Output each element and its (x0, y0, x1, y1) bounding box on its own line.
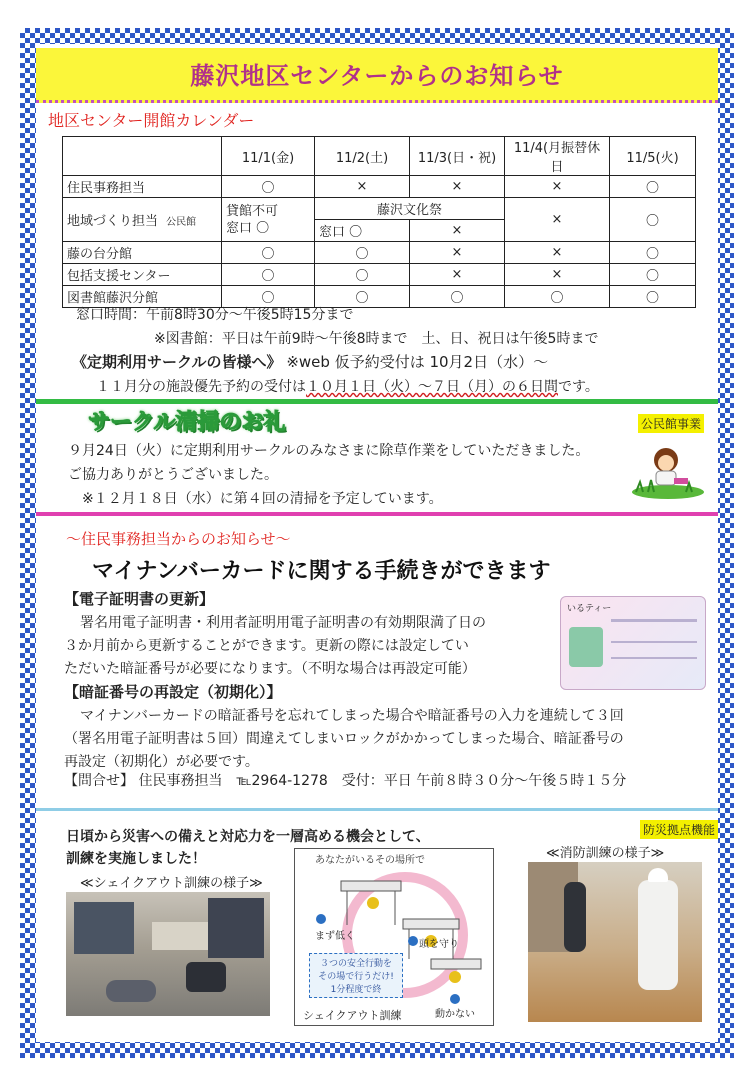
section-divider (36, 808, 718, 811)
table-cell: × (410, 264, 505, 286)
cell-line: 窓口 〇 (226, 220, 270, 236)
weeding-girl-illustration (626, 442, 706, 500)
cell-line: 貸館不可 (226, 203, 279, 219)
safety-actions-box: ３つの安全行動を その場で行うだけ! 1分程度で終 (309, 953, 403, 998)
fire-drill-photo (528, 862, 702, 1022)
table-cell: 〇 (610, 242, 696, 264)
table-row (63, 242, 696, 264)
library-hours: ※図書館：平日は午前9時～午後8時まで 土、日、祝日は午後5時まで (154, 331, 599, 347)
pin-reset-text: マイナンバーカードの暗証番号を忘れてしまった場合や暗証番号の入力を連続して３回 (80, 708, 624, 724)
circle-notice-text: ※web 仮予約受付は 10月2日（水）～ (286, 353, 549, 371)
diagram-heading: あなたがいるその場所で (315, 855, 425, 866)
row-label: 包括支援センター (63, 264, 222, 286)
circle-notice-title: 《定期利用サークルの皆様へ》 (72, 353, 282, 371)
table-header-row (63, 137, 696, 176)
section-divider (36, 512, 718, 516)
cleaning-schedule: ※１２月１８日（水）に第４回の清掃を予定しています。 (82, 491, 443, 507)
photo-helmet (648, 868, 668, 882)
certificate-text: 署名用電子証明書・利用者証明用電子証明書の有効期限満了日の (80, 615, 486, 631)
reservation-period: １０月１日（火）～７日（月）の６日間 (306, 379, 558, 395)
resident-section-title: ～住民事務担当からのお知らせ～ (66, 530, 291, 548)
table-cell: × (505, 198, 610, 242)
table-cell: × (505, 242, 610, 264)
row-label: 図書館藤沢分館 (63, 286, 222, 308)
shakeout-diagram (294, 848, 494, 1026)
calendar-title: 地区センター開館カレンダー (48, 111, 255, 130)
photo-shelf (208, 898, 264, 958)
row-label (63, 198, 222, 242)
photo-person (106, 980, 156, 1002)
contact-info: 【問合せ】 住民事務担当 ℡2964-1278 受付：平日 午前８時３０分～午後５時１５分 (64, 773, 627, 789)
table-cell: × (410, 242, 505, 264)
table-cell: 〇 (505, 286, 610, 308)
mynumber-card-image (560, 596, 706, 690)
mynumber-title: マイナンバーカードに関する手続きができます (92, 559, 551, 584)
certificate-text: ただいた暗証番号が必要になります。（不明な場合は再設定可能） (64, 661, 476, 677)
diagram-caption: シェイクアウト訓練 (303, 1009, 402, 1022)
table-cell: 〇 (315, 242, 410, 264)
card-stripe (611, 619, 697, 622)
certificate-heading: 【電子証明書の更新】 (64, 590, 215, 608)
shakeout-training-photo (66, 892, 270, 1016)
drill-intro: 日頃から災害への備えと対応力を一層高める機会として、 (66, 829, 430, 845)
circle-notice (72, 351, 548, 372)
table-cell: 〇 (610, 264, 696, 286)
card-stripe (611, 641, 697, 643)
card-photo (569, 627, 603, 667)
cleaning-line: ご協力ありがとうございました。 (68, 467, 278, 483)
section-divider (36, 399, 718, 404)
drill-intro: 訓練を実施しました！ (66, 851, 206, 867)
header-banner (36, 48, 718, 103)
table-row (63, 198, 696, 220)
step1-label: まず低く (315, 931, 355, 942)
cleaning-line: ９月24日（火）に定期利用サークルのみなさまに除草作業をしていただきました。 (68, 443, 590, 459)
fire-drill-caption: ≪消防訓練の様子≫ (546, 846, 665, 861)
table-cell: × (505, 176, 610, 198)
row-label: 藤の台分館 (63, 242, 222, 264)
column-header: 11/1(金) (222, 137, 315, 176)
column-header: 11/4(月振替休日 (505, 137, 610, 176)
step3-label: 動かない (435, 1009, 475, 1020)
table-cell: × (410, 220, 505, 242)
table-row (63, 264, 696, 286)
column-header: 11/3(日・祝) (410, 137, 505, 176)
step2-label: 頭を守り (419, 939, 459, 950)
column-header: 11/5(火) (610, 137, 696, 176)
photo-person (638, 880, 678, 990)
photo-chair (186, 962, 226, 992)
cleaning-title: サークル清掃のお礼 (88, 410, 286, 435)
table-cell: 〇 (222, 264, 315, 286)
community-hall-tag: 公民館事業 (638, 414, 704, 433)
table-cell: 〇 (610, 198, 696, 242)
photo-cabinet (74, 902, 134, 954)
table-cell: 〇 (222, 242, 315, 264)
disaster-tag: 防災拠点機能 (640, 820, 718, 839)
page-title: 藤沢地区センターからのお知らせ (190, 62, 564, 90)
pin-reset-text: （署名用電子証明書は５回）間違えてしまいロックがかかってしまった場合、暗証番号の (64, 731, 624, 747)
table-cell: 〇 (222, 176, 315, 198)
table-cell: × (410, 176, 505, 198)
festival-cell: 藤沢文化祭 (315, 198, 505, 220)
table-cell: 〇 (610, 176, 696, 198)
certificate-text: ３か月前から更新することができます。更新の際には設定してい (64, 638, 469, 654)
shakeout-photo-caption: ≪シェイクアウト訓練の様子≫ (80, 876, 263, 891)
table-cell: × (315, 176, 410, 198)
table-row (63, 176, 696, 198)
service-hours: 窓口時間：午前8時30分～午後5時15分まで (76, 307, 354, 323)
row-label: 住民事務担当 (63, 176, 222, 198)
pin-reset-heading: 【暗証番号の再設定（初期化）】 (64, 683, 282, 701)
card-stripe (611, 657, 697, 659)
table-cell: 〇 (315, 286, 410, 308)
table-cell: 〇 (222, 286, 315, 308)
photo-person (564, 882, 586, 952)
card-name: いるティー (567, 604, 612, 614)
table-corner (63, 137, 222, 176)
reservation-notice (96, 376, 599, 396)
table-cell: 〇 (410, 286, 505, 308)
table-cell: 窓口 〇 (315, 220, 410, 242)
pin-reset-text: 再設定（初期化）が必要です。 (64, 754, 259, 770)
row-label-text: 地域づくり担当 (67, 214, 159, 229)
calendar-table (62, 136, 696, 308)
column-header: 11/2(土) (315, 137, 410, 176)
table-cell: 〇 (610, 286, 696, 308)
row-label-note: 公民館 (166, 217, 197, 228)
reservation-prefix: １１月分の施設優先予約の受付は (96, 379, 306, 395)
table-cell: 〇 (315, 264, 410, 286)
reservation-suffix: です。 (558, 379, 599, 395)
table-cell: × (505, 264, 610, 286)
table-cell (222, 198, 315, 242)
